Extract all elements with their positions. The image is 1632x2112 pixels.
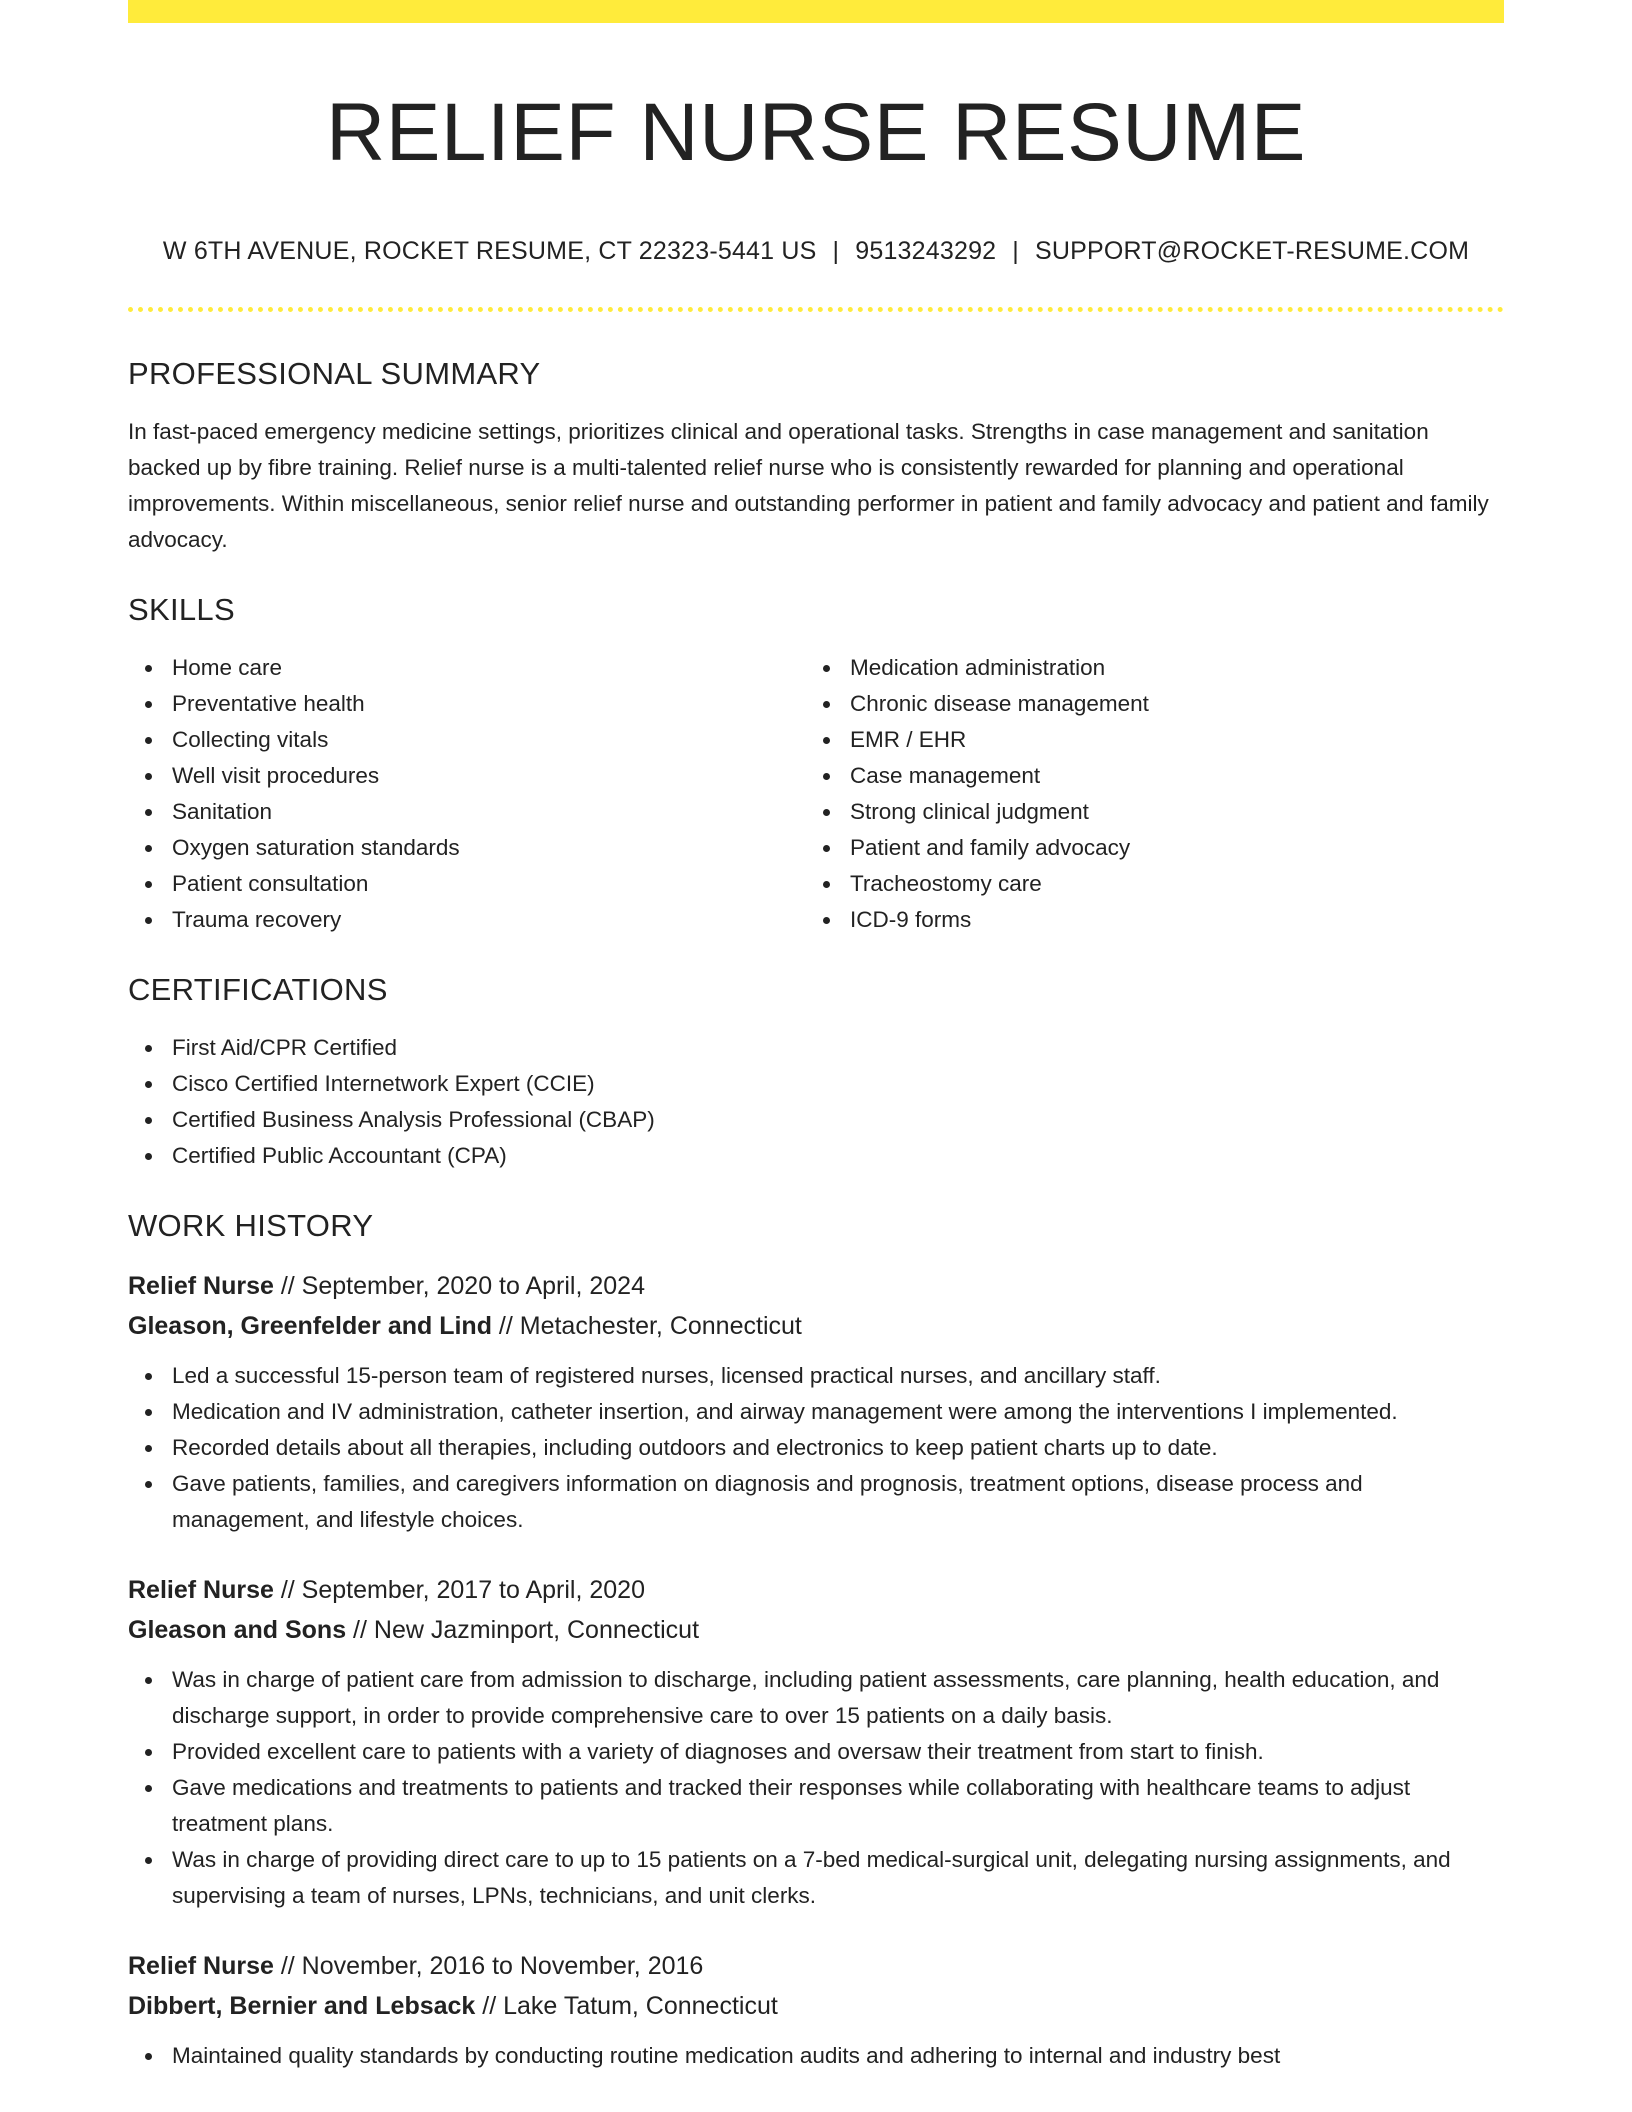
job-entry	[128, 1266, 1504, 1538]
job-entry	[128, 1946, 1504, 2074]
job-role-line	[128, 1570, 1504, 1610]
job-dates: // September, 2017 to April, 2020	[273, 1576, 645, 1604]
skill-item: Preventative health	[128, 686, 806, 722]
job-role: Relief Nurse	[128, 1272, 274, 1300]
skill-item: Patient and family advocacy	[806, 830, 1484, 866]
skills-grid	[128, 650, 1504, 938]
skill-item: Collecting vitals	[128, 722, 806, 758]
skill-item: Chronic disease management	[806, 686, 1484, 722]
skill-item: Case management	[806, 758, 1484, 794]
job-bullets	[128, 1358, 1504, 1538]
skill-item: Tracheostomy care	[806, 866, 1484, 902]
resume-title: RELIEF NURSE RESUME	[325, 87, 1306, 178]
job-entry	[128, 1570, 1504, 1914]
job-dates: // November, 2016 to November, 2016	[273, 1952, 704, 1980]
skills-list-right	[806, 650, 1484, 938]
job-bullet: Gave patients, families, and caregivers information on diagnosis and prognosis, treatment options, disease process and management, and lifestyle choices.	[128, 1466, 1504, 1538]
skill-item: Medication administration	[806, 650, 1484, 686]
certification-item: Certified Public Accountant (CPA)	[128, 1138, 1504, 1174]
skills-list-left	[128, 650, 806, 938]
job-location: // New Jazminport, Connecticut	[346, 1616, 700, 1644]
job-bullet: Maintained quality standards by conducting routine medication audits and adhering to internal and industry best	[128, 2038, 1504, 2074]
job-company-line	[128, 1306, 1504, 1346]
contact-address: W 6TH AVENUE, ROCKET RESUME, CT 22323-5441 US	[162, 237, 817, 265]
top-accent-bar	[128, 0, 1504, 23]
job-bullet: Was in charge of providing direct care to up to 15 patients on a 7-bed medical-surgical unit, delegating nursing assignments, and supervising a team of nurses, LPNs, technicians, and unit clerks.	[128, 1842, 1504, 1914]
job-bullet: Medication and IV administration, catheter insertion, and airway management were among the interventions I implemented.	[128, 1394, 1504, 1430]
contact-separator: |	[832, 237, 840, 265]
resume-page	[128, 0, 1504, 2074]
summary-heading: PROFESSIONAL SUMMARY	[128, 356, 541, 391]
job-company: Gleason and Sons	[128, 1616, 347, 1644]
job-bullets	[128, 1662, 1504, 1914]
certification-item: Cisco Certified Internetwork Expert (CCIE)	[128, 1066, 1504, 1102]
job-company: Gleason, Greenfelder and Lind	[128, 1312, 492, 1340]
skills-heading: SKILLS	[128, 592, 235, 627]
job-bullet: Gave medications and treatments to patients and tracked their responses while collaborating with healthcare teams to adjust treatment plans.	[128, 1770, 1504, 1842]
job-bullet: Provided excellent care to patients with a variety of diagnoses and oversaw their treatment from start to finish.	[128, 1734, 1504, 1770]
job-dates: // September, 2020 to April, 2024	[273, 1272, 645, 1300]
job-location: // Lake Tatum, Connecticut	[475, 1992, 778, 2020]
job-bullets	[128, 2038, 1504, 2074]
skill-item: Home care	[128, 650, 806, 686]
work-history-heading: WORK HISTORY	[128, 1208, 374, 1243]
job-company-line	[128, 1610, 1504, 1650]
contact-phone: 9513243292	[855, 237, 997, 265]
certification-item: First Aid/CPR Certified	[128, 1030, 1504, 1066]
job-location: // Metachester, Connecticut	[491, 1312, 802, 1340]
job-company: Dibbert, Bernier and Lebsack	[128, 1992, 476, 2020]
job-role-line	[128, 1266, 1504, 1306]
summary-text: In fast-paced emergency medicine settings, prioritizes clinical and operational tasks. Strengths in case management and sanitation backed up by fibre training. Relief nurse is a multi-talented relief nurse who is consistently rewarded for planning and operational improvements. Within miscellaneous, senior relief nurse and outstanding performer in patient and family advocacy and patient and family advocacy.	[128, 419, 1489, 552]
dotted-divider	[128, 307, 1504, 312]
skill-item: Oxygen saturation standards	[128, 830, 806, 866]
contact-email: SUPPORT@ROCKET-RESUME.COM	[1034, 237, 1470, 265]
skill-item: EMR / EHR	[806, 722, 1484, 758]
job-company-line	[128, 1986, 1504, 2026]
job-bullet: Was in charge of patient care from admission to discharge, including patient assessments, care planning, health education, and discharge support, in order to provide comprehensive care to over 15 patients on a daily basis.	[128, 1662, 1504, 1734]
skill-item: Strong clinical judgment	[806, 794, 1484, 830]
skills-column-right	[806, 650, 1484, 938]
skill-item: Sanitation	[128, 794, 806, 830]
certifications-list	[128, 1030, 1504, 1174]
certification-item: Certified Business Analysis Professional (CBAP)	[128, 1102, 1504, 1138]
skill-item: Patient consultation	[128, 866, 806, 902]
skill-item: Trauma recovery	[128, 902, 806, 938]
skill-item: Well visit procedures	[128, 758, 806, 794]
certifications-heading: CERTIFICATIONS	[128, 972, 388, 1007]
contact-line	[128, 235, 1504, 267]
skill-item: ICD-9 forms	[806, 902, 1484, 938]
job-role-line	[128, 1946, 1504, 1986]
skills-column-left	[128, 650, 806, 938]
job-role: Relief Nurse	[128, 1576, 274, 1604]
job-bullet: Led a successful 15-person team of registered nurses, licensed practical nurses, and ancillary staff.	[128, 1358, 1504, 1394]
job-bullet: Recorded details about all therapies, including outdoors and electronics to keep patient charts up to date.	[128, 1430, 1504, 1466]
contact-separator: |	[1012, 237, 1019, 265]
job-role: Relief Nurse	[128, 1952, 274, 1980]
